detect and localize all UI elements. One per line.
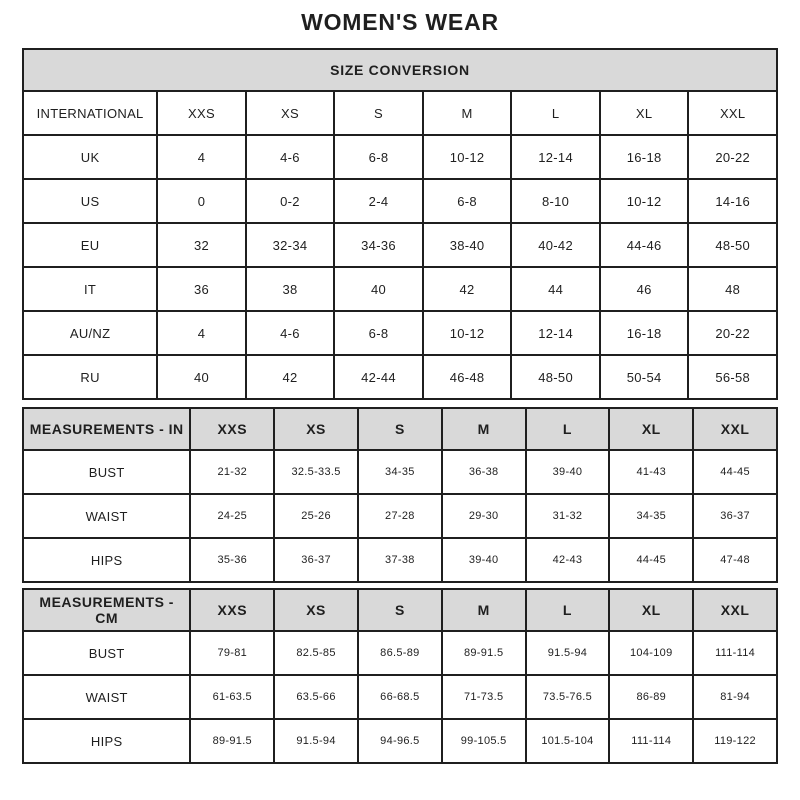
value-cell: 32.5-33.5 [274, 450, 358, 494]
size-header-cell: XL [609, 589, 693, 631]
value-cell: 2-4 [334, 179, 423, 223]
value-cell: 89-91.5 [442, 631, 526, 675]
value-cell: 40 [157, 355, 246, 399]
value-cell: 91.5-94 [526, 631, 610, 675]
table-header-row [23, 408, 777, 450]
value-cell: 89-91.5 [190, 719, 274, 763]
value-cell: 31-32 [526, 494, 610, 538]
table-row [23, 355, 777, 399]
value-cell: 48-50 [511, 355, 600, 399]
value-cell: 111-114 [609, 719, 693, 763]
value-cell: 24-25 [190, 494, 274, 538]
row-label-cell: BUST [23, 631, 190, 675]
table-row [23, 719, 777, 763]
value-cell: 20-22 [688, 311, 777, 355]
table-row [23, 223, 777, 267]
value-cell: 79-81 [190, 631, 274, 675]
value-cell: 21-32 [190, 450, 274, 494]
value-cell: 94-96.5 [358, 719, 442, 763]
table-row [23, 675, 777, 719]
measurements-in-table [22, 407, 778, 583]
value-cell: 36-37 [274, 538, 358, 582]
value-cell: 39-40 [526, 450, 610, 494]
size-header-cell: XXS [190, 408, 274, 450]
value-cell: 34-35 [609, 494, 693, 538]
value-cell: 99-105.5 [442, 719, 526, 763]
value-cell: 42 [246, 355, 335, 399]
size-header-cell: L [526, 589, 610, 631]
value-cell: 0 [157, 179, 246, 223]
value-cell: 32-34 [246, 223, 335, 267]
value-cell: 61-63.5 [190, 675, 274, 719]
table-banner: SIZE CONVERSION [23, 49, 777, 91]
value-cell: 42-43 [526, 538, 610, 582]
value-cell: 44-45 [693, 450, 777, 494]
value-cell: 50-54 [600, 355, 689, 399]
row-label-cell: HIPS [23, 719, 190, 763]
value-cell: 8-10 [511, 179, 600, 223]
value-cell: 44 [511, 267, 600, 311]
row-label-cell: IT [23, 267, 157, 311]
size-header-cell: S [358, 408, 442, 450]
value-cell: 86-89 [609, 675, 693, 719]
row-label-cell: AU/NZ [23, 311, 157, 355]
table-row [23, 631, 777, 675]
table-row [23, 135, 777, 179]
table-row [23, 450, 777, 494]
value-cell: 81-94 [693, 675, 777, 719]
value-cell: 39-40 [442, 538, 526, 582]
table-banner-row [23, 49, 777, 91]
value-cell: 34-36 [334, 223, 423, 267]
value-cell: 10-12 [600, 179, 689, 223]
value-cell: 44-45 [609, 538, 693, 582]
row-label-cell: INTERNATIONAL [23, 91, 157, 135]
value-cell: 111-114 [693, 631, 777, 675]
value-cell: 46 [600, 267, 689, 311]
row-label-cell: HIPS [23, 538, 190, 582]
value-cell: 66-68.5 [358, 675, 442, 719]
size-header-cell: XL [609, 408, 693, 450]
value-cell: 91.5-94 [274, 719, 358, 763]
row-label-cell: EU [23, 223, 157, 267]
table-title-cell: MEASUREMENTS - CM [23, 589, 190, 631]
value-cell: 6-8 [334, 311, 423, 355]
value-cell: 38-40 [423, 223, 512, 267]
value-cell: 48-50 [688, 223, 777, 267]
value-cell: 32 [157, 223, 246, 267]
value-cell: 46-48 [423, 355, 512, 399]
value-cell: 119-122 [693, 719, 777, 763]
row-label-cell: US [23, 179, 157, 223]
size-header-cell: XXL [693, 589, 777, 631]
value-cell: 101.5-104 [526, 719, 610, 763]
size-conversion-table [22, 48, 778, 400]
value-cell: XXS [157, 91, 246, 135]
table-row [23, 538, 777, 582]
value-cell: 16-18 [600, 135, 689, 179]
row-label-cell: UK [23, 135, 157, 179]
size-header-cell: L [526, 408, 610, 450]
value-cell: 36 [157, 267, 246, 311]
value-cell: 38 [246, 267, 335, 311]
value-cell: 82.5-85 [274, 631, 358, 675]
value-cell: 16-18 [600, 311, 689, 355]
value-cell: 4-6 [246, 311, 335, 355]
value-cell: 34-35 [358, 450, 442, 494]
value-cell: 48 [688, 267, 777, 311]
value-cell: 104-109 [609, 631, 693, 675]
size-header-cell: XS [274, 408, 358, 450]
size-header-cell: S [358, 589, 442, 631]
row-label-cell: BUST [23, 450, 190, 494]
value-cell: 47-48 [693, 538, 777, 582]
size-header-cell: XS [274, 589, 358, 631]
value-cell: 25-26 [274, 494, 358, 538]
size-header-cell: M [442, 408, 526, 450]
row-label-cell: RU [23, 355, 157, 399]
value-cell: S [334, 91, 423, 135]
table-row [23, 91, 777, 135]
table-row [23, 311, 777, 355]
table-row [23, 179, 777, 223]
value-cell: M [423, 91, 512, 135]
value-cell: 4 [157, 311, 246, 355]
value-cell: 10-12 [423, 135, 512, 179]
value-cell: 12-14 [511, 311, 600, 355]
value-cell: 40 [334, 267, 423, 311]
row-label-cell: WAIST [23, 675, 190, 719]
value-cell: 4 [157, 135, 246, 179]
value-cell: 86.5-89 [358, 631, 442, 675]
measurements-cm-table [22, 588, 778, 764]
value-cell: XXL [688, 91, 777, 135]
value-cell: 6-8 [423, 179, 512, 223]
value-cell: 4-6 [246, 135, 335, 179]
value-cell: 73.5-76.5 [526, 675, 610, 719]
value-cell: XS [246, 91, 335, 135]
size-header-cell: XXS [190, 589, 274, 631]
size-header-cell: M [442, 589, 526, 631]
row-label-cell: WAIST [23, 494, 190, 538]
value-cell: 63.5-66 [274, 675, 358, 719]
value-cell: 36-38 [442, 450, 526, 494]
page-title: WOMEN'S WEAR [301, 9, 499, 35]
value-cell: 12-14 [511, 135, 600, 179]
value-cell: 27-28 [358, 494, 442, 538]
value-cell: 40-42 [511, 223, 600, 267]
value-cell: 56-58 [688, 355, 777, 399]
table-row [23, 494, 777, 538]
table-row [23, 267, 777, 311]
value-cell: 71-73.5 [442, 675, 526, 719]
value-cell: 6-8 [334, 135, 423, 179]
value-cell: 42-44 [334, 355, 423, 399]
value-cell: 0-2 [246, 179, 335, 223]
value-cell: 10-12 [423, 311, 512, 355]
table-title-cell: MEASUREMENTS - IN [23, 408, 190, 450]
value-cell: 44-46 [600, 223, 689, 267]
value-cell: XL [600, 91, 689, 135]
value-cell: 29-30 [442, 494, 526, 538]
value-cell: 20-22 [688, 135, 777, 179]
value-cell: 41-43 [609, 450, 693, 494]
value-cell: 36-37 [693, 494, 777, 538]
table-header-row [23, 589, 777, 631]
value-cell: L [511, 91, 600, 135]
value-cell: 35-36 [190, 538, 274, 582]
value-cell: 42 [423, 267, 512, 311]
size-header-cell: XXL [693, 408, 777, 450]
value-cell: 14-16 [688, 179, 777, 223]
value-cell: 37-38 [358, 538, 442, 582]
